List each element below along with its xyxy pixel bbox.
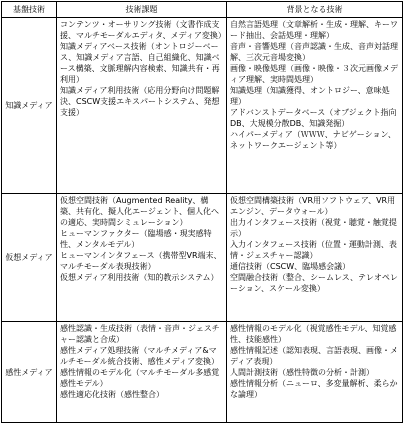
issue-item: コンテンツ・オーサリング技術（文書作成支援、マルチモーダルエディタ、メディア変換） xyxy=(60,20,226,40)
issues-cell xyxy=(57,194,227,322)
header-background-technology: 背景となる技術 xyxy=(227,2,403,18)
issue-item: 感性メディア処理技術（マルチメディア&マルチモーダル統合技術、感性メディア変換） xyxy=(60,346,220,366)
technology-table xyxy=(1,1,403,423)
background-item: ハイパーメディア（ＷＷＷ、ナビゲーション、ネットワークエージェント等） xyxy=(230,130,396,150)
background-item: 知識処理（知識獲得、オントロジー、意味処理） xyxy=(230,86,390,106)
issue-item: 知識メディアベース技術（オントロジーベース、知識メディア言語、自己組織化、知識ベース構築、文脈理解内容検索、知識共有・再利用） xyxy=(60,42,220,84)
background-item: 感性情報のモデル化（視覚感性モデル、知覚感性、技能感性） xyxy=(230,324,397,344)
header-base-technology: 基盤技術 xyxy=(2,2,57,18)
issues-cell xyxy=(57,18,227,194)
base-technology-cell: 感性メディア xyxy=(2,322,57,423)
background-item: 音声・音響処理（音声認識・生成、音声対話理解、三次元音場変換） xyxy=(230,42,398,62)
background-cell xyxy=(227,18,403,194)
row-kansei-media xyxy=(2,322,403,423)
issue-item: ヒューマンファクター（臨場感・現実感特性、メンタルモデル） xyxy=(60,229,212,249)
issue-item: 仮想メディア利用技術（知的教示システム） xyxy=(60,273,219,282)
base-technology-cell: 知識メディア xyxy=(2,18,57,194)
background-item: 画像・映像処理（画像・映像・３次元画像メディア理解、実時間処理） xyxy=(230,64,398,84)
issue-item: 感性認識・生成技術（表情・音声・ジェスチャー認識と合成） xyxy=(60,324,220,344)
issue-item: 感性情報のモデル化（マルチモーダル多感覚感性モデル） xyxy=(60,368,220,388)
issue-item: ヒューマンインタフェース（携帯型VR端末、マルチモーダル表現技術） xyxy=(60,251,222,271)
issue-item: 感性適応化技術（感性整合） xyxy=(60,390,164,399)
background-item: 自然言語処理（文章解析・生成・理解、キーワード抽出、会話処理・理解） xyxy=(230,20,398,40)
background-item: 人間計測技術（感性特徴の分析・計測） xyxy=(230,368,374,377)
background-item: 通信技術（CSCW、臨場感会議） xyxy=(230,262,351,271)
issue-item: 知識メディア利用技術（応用分野向け問題解決、CSCW支援エキスパートシステム、発想支援） xyxy=(60,86,220,117)
header-technical-issues: 技術課題 xyxy=(57,2,227,18)
background-item: 感性情報分析（ニューロ、多変量解析、柔らかな論理） xyxy=(230,379,398,399)
background-cell xyxy=(227,322,403,423)
background-item: 空間融合技術（整合、シームレス、テレオペレーション、スケール変換） xyxy=(230,273,398,293)
background-item: 入力インタフェース技術（位置・運動計測、表情・ジェスチャー認識） xyxy=(230,240,397,260)
row-virtual-media xyxy=(2,194,403,322)
background-item: 仮想空間構築技術（VR用ソフトウェア、VR用エンジン、データウォール） xyxy=(230,196,396,216)
row-knowledge-media xyxy=(2,18,403,194)
header-row xyxy=(2,2,403,18)
background-item: 感性情報記述（認知表現、言語表現、画像・メディア表現） xyxy=(230,346,398,366)
background-item: 出力インタフェース技術（視覚・聴覚・触覚提示） xyxy=(230,218,397,238)
issue-item: 仮想空間技術（Augmented Reality、構築、共有化、擬人化エージェント、個人化への適応、実時間シミュレーション） xyxy=(60,196,219,227)
base-technology-cell: 仮想メディア xyxy=(2,194,57,322)
background-item: アドバンストデータベース（オブジェクト指向DB、大規模分散DB、知識発掘） xyxy=(230,108,397,128)
issues-cell xyxy=(57,322,227,423)
background-cell xyxy=(227,194,403,322)
